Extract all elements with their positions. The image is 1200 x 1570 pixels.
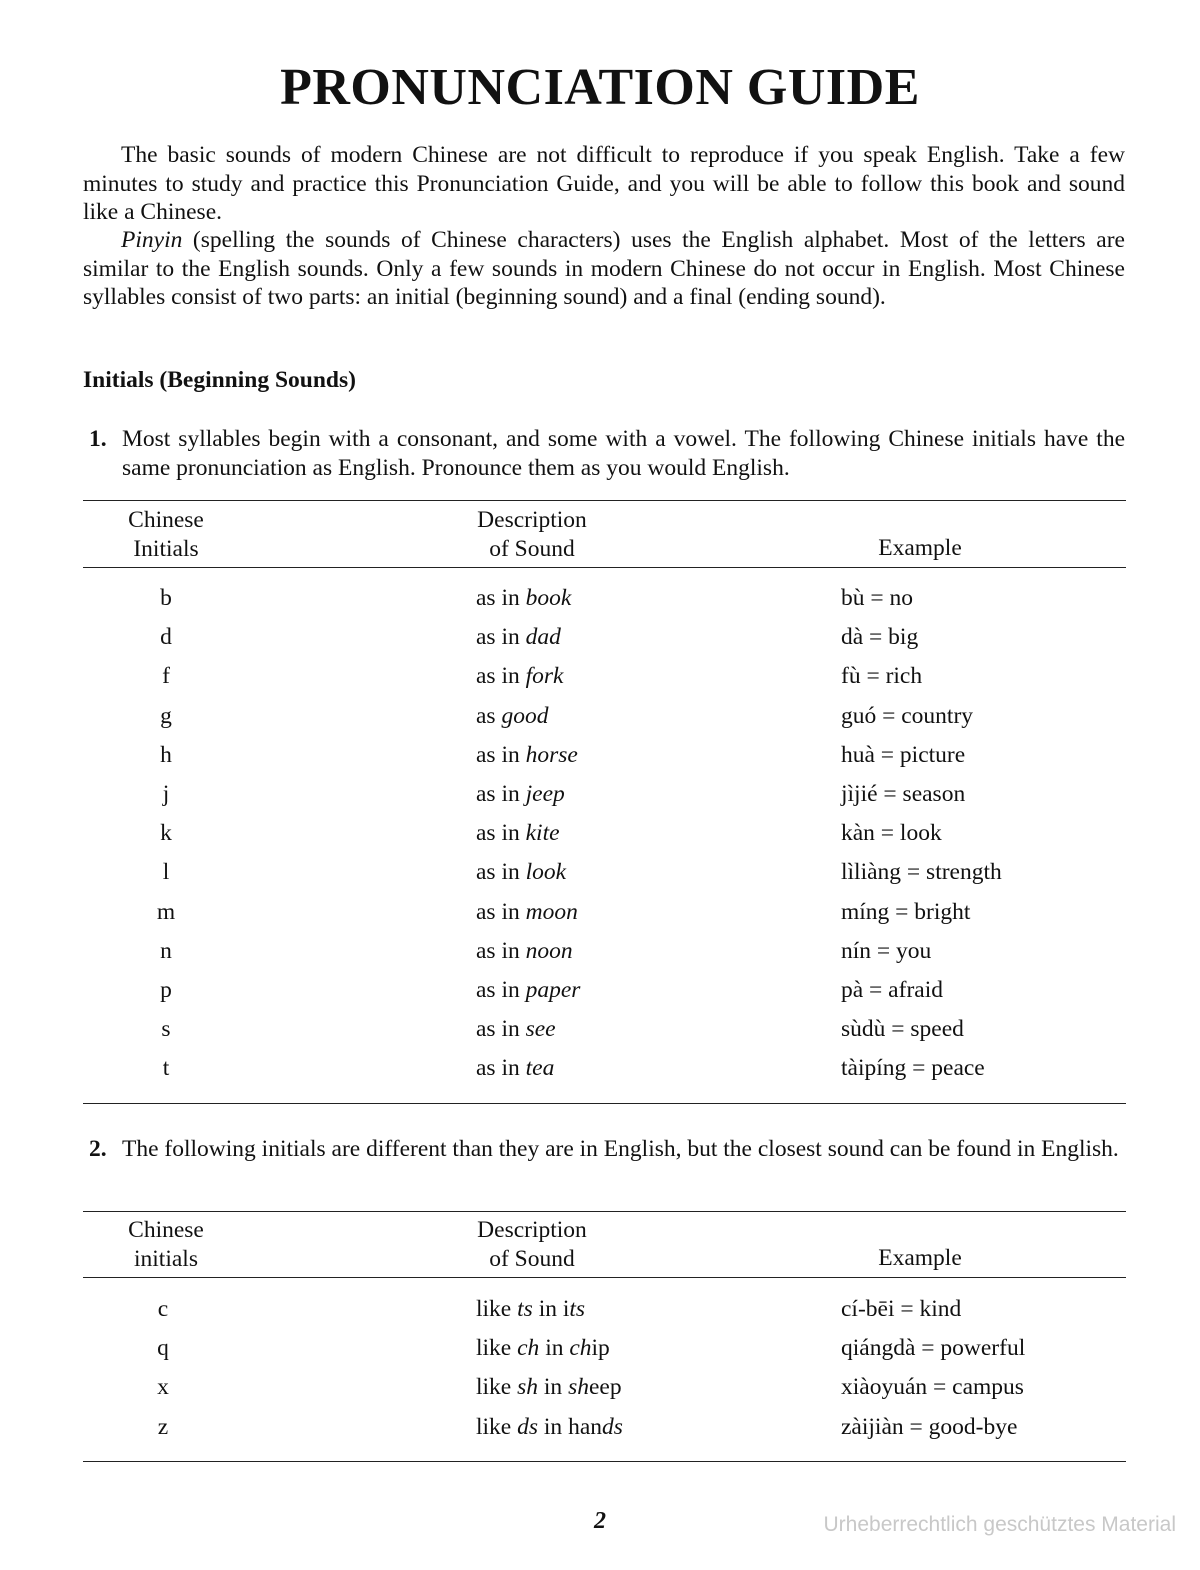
cell-example: lìliàng = strength [841, 859, 1002, 885]
cell-initial: t [162, 1055, 170, 1081]
description-word-start: i [562, 1296, 570, 1322]
watermark: Urheberrechtlich geschütztes Material [823, 1513, 1176, 1536]
pinyin-term: Pinyin [121, 227, 183, 253]
cell-example: kàn = look [841, 820, 942, 846]
cell-example: bù = no [841, 585, 914, 611]
cell-initial: c [157, 1296, 169, 1322]
cell-description [476, 977, 580, 1004]
item-text: The following initials are different than they are in English, but the closest sound can be found in English. [122, 1136, 1119, 1162]
description-prefix: as in [476, 585, 526, 611]
cell-initial: s [161, 1016, 171, 1042]
description-prefix: as in [476, 781, 526, 807]
cell-initial: l [162, 859, 170, 885]
description-prefix: as in [476, 624, 526, 650]
description-prefix: as in [476, 859, 526, 885]
intro-paragraph-1-text: The basic sounds of modern Chinese are not difficult to reproduce if you speak English. Take a few minutes to study and practice this Pronunciation Guide, and you will be able to follow this book and sound like a Chinese. [83, 142, 1125, 225]
description-like: like [476, 1296, 518, 1322]
description-word: noon [525, 938, 573, 964]
cell-description [476, 1016, 556, 1043]
cell-example: pà = afraid [841, 977, 943, 1003]
description-sound: ch [517, 1335, 540, 1361]
description-like: like [476, 1414, 518, 1440]
cell-description [476, 781, 565, 808]
description-prefix: as in [476, 1016, 526, 1042]
description-prefix: as [476, 703, 502, 729]
description-in: in [538, 1374, 569, 1400]
description-word: jeep [525, 781, 565, 807]
description-sound: sh [517, 1374, 539, 1400]
intro-paragraph-1 [83, 141, 1125, 227]
description-word: book [525, 585, 572, 611]
cell-initial: n [160, 938, 172, 964]
description-word-sound: sh [568, 1374, 589, 1400]
cell-example: míng = bright [841, 899, 971, 925]
cell-initial: m [156, 899, 176, 925]
section-heading: Initials (Beginning Sounds) [83, 367, 356, 393]
cell-example: huà = picture [841, 742, 966, 768]
cell-description [476, 703, 548, 730]
description-word-sound: ds [602, 1414, 623, 1440]
cell-initial: q [157, 1335, 169, 1361]
cell-description [476, 742, 578, 769]
description-sound: ts [517, 1296, 533, 1322]
item-number: 1. [89, 426, 107, 452]
description-like: like [476, 1335, 518, 1361]
description-word: paper [525, 977, 581, 1003]
page-title: PRONUNCIATION GUIDE [280, 59, 920, 116]
description-word: see [525, 1016, 556, 1042]
cell-initial: f [162, 663, 170, 689]
cell-initial: p [160, 977, 172, 1003]
cell-initial: g [160, 703, 172, 729]
cell-description [476, 899, 578, 926]
description-word: tea [525, 1055, 555, 1081]
description-word: look [525, 859, 567, 885]
description-word-sound: ts [569, 1296, 586, 1322]
table-header-rule [83, 567, 1126, 568]
description-word: horse [525, 742, 578, 768]
description-prefix: as in [476, 663, 526, 689]
description-like: like [476, 1374, 518, 1400]
numbered-item-2 [83, 1135, 1125, 1164]
description-word-end: eep [588, 1374, 622, 1400]
table-bottom-rule [83, 1103, 1126, 1104]
cell-initial: b [160, 585, 172, 611]
description-word-sound: ch [569, 1335, 592, 1361]
cell-example: nín = you [841, 938, 932, 964]
intro-paragraph-2 [83, 226, 1125, 312]
description-prefix: as in [476, 742, 526, 768]
cell-example: jìjié = season [841, 781, 966, 807]
table-header-rule [83, 1277, 1126, 1278]
cell-description [476, 1296, 585, 1323]
description-word: fork [525, 663, 564, 689]
description-word: kite [525, 820, 560, 846]
item-number: 2. [89, 1136, 107, 1162]
cell-description [476, 585, 571, 612]
description-in: in [532, 1296, 563, 1322]
description-prefix: as in [476, 977, 526, 1003]
cell-example: tàipíng = peace [841, 1055, 985, 1081]
column-header-initials: Chinese Initials [128, 507, 204, 562]
cell-description [476, 938, 573, 965]
cell-description [476, 820, 560, 847]
table-top-rule [83, 500, 1126, 501]
cell-initial: z [157, 1414, 169, 1440]
cell-initial: x [157, 1374, 169, 1400]
column-header-example: Example [878, 1245, 962, 1271]
cell-example: xiàoyuán = campus [841, 1374, 1024, 1400]
cell-description [476, 1414, 623, 1441]
column-header-description: Description of Sound [477, 1217, 587, 1272]
column-header-initials: Chinese initials [128, 1217, 204, 1272]
cell-description [476, 1055, 554, 1082]
description-in: in [539, 1335, 570, 1361]
cell-example: fù = rich [841, 663, 923, 689]
description-sound: ds [517, 1414, 539, 1440]
description-in: in [538, 1414, 569, 1440]
cell-example: cí-bēi = kind [841, 1296, 962, 1322]
description-word-start: han [568, 1414, 602, 1440]
description-word-end: ip [591, 1335, 610, 1361]
column-header-description: Description of Sound [477, 507, 587, 562]
page-number: 2 [594, 1508, 606, 1534]
cell-example: dà = big [841, 624, 919, 650]
item-text: Most syllables begin with a consonant, and some with a vowel. The following Chinese initials have the same pronunciation as English. Pronounce them as you would English. [122, 426, 1125, 481]
cell-example: qiángdà = powerful [841, 1335, 1026, 1361]
table-bottom-rule [83, 1461, 1126, 1462]
description-word: dad [525, 624, 561, 650]
description-prefix: as in [476, 820, 526, 846]
description-prefix: as in [476, 938, 526, 964]
description-prefix: as in [476, 899, 526, 925]
table-top-rule [83, 1211, 1126, 1212]
cell-description [476, 663, 563, 690]
cell-initial: j [162, 781, 170, 807]
description-prefix: as in [476, 1055, 526, 1081]
cell-initial: h [160, 742, 172, 768]
description-word: moon [525, 899, 578, 925]
intro-paragraph-2-text: (spelling the sounds of Chinese characters) uses the English alphabet. Most of the letters are similar to the English sounds. Only a few sounds in modern Chinese do not occur in English. Most Chinese syllables consist of two parts: an initial (beginning sound) and a final (ending sound). [83, 227, 1125, 310]
column-header-example: Example [878, 535, 962, 561]
cell-example: zàijiàn = good-bye [841, 1414, 1018, 1440]
description-word: good [501, 703, 549, 729]
cell-description [476, 624, 561, 651]
cell-description [476, 1374, 622, 1401]
numbered-item-1 [83, 425, 1125, 482]
cell-example: sùdù = speed [841, 1016, 964, 1042]
cell-initial: d [160, 624, 172, 650]
cell-description [476, 1335, 610, 1362]
cell-description [476, 859, 566, 886]
cell-example: guó = country [841, 703, 974, 729]
cell-initial: k [160, 820, 172, 846]
